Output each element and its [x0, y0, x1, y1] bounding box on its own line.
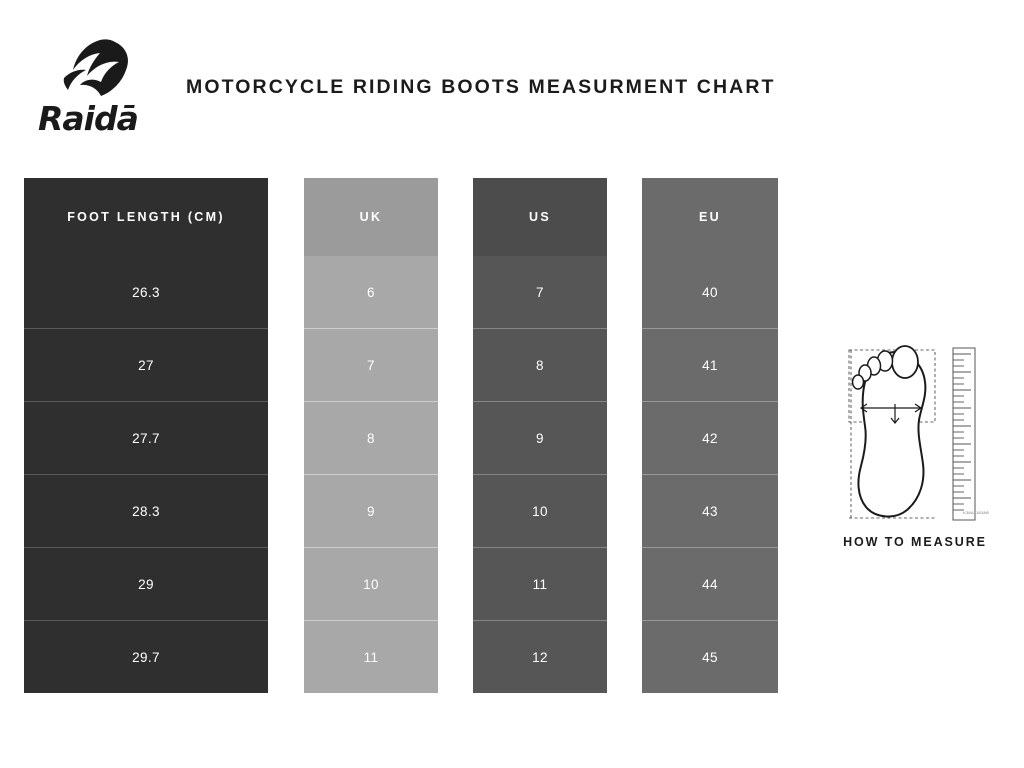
- table-cell: 12: [473, 620, 607, 693]
- table-cell: 45: [642, 620, 778, 693]
- column-us: [473, 178, 607, 693]
- table-cell: 29: [24, 547, 268, 620]
- table-cell: 43: [642, 474, 778, 547]
- table-cell: 29.7: [24, 620, 268, 693]
- column-eu: [642, 178, 778, 693]
- table-cell: 9: [473, 401, 607, 474]
- diagram-code: K36A1183AB: [963, 510, 989, 515]
- brand-name: Raidā: [38, 99, 138, 138]
- table-cell: 11: [473, 547, 607, 620]
- table-cell: 28.3: [24, 474, 268, 547]
- how-to-measure-caption: HOW TO MEASURE: [843, 535, 987, 549]
- table-cell: 44: [642, 547, 778, 620]
- brand-logo: [38, 38, 168, 148]
- column-header-eu: EU: [642, 178, 778, 256]
- table-cell: 42: [642, 401, 778, 474]
- table-cell: 41: [642, 328, 778, 401]
- table-cell: 26.3: [24, 256, 268, 328]
- table-cell: 7: [304, 328, 438, 401]
- table-cell: 40: [642, 256, 778, 328]
- column-body-foot-length: [24, 256, 268, 693]
- column-foot-length: [24, 178, 268, 693]
- column-header-uk: UK: [304, 178, 438, 256]
- table-cell: 10: [473, 474, 607, 547]
- column-uk: [304, 178, 438, 693]
- table-cell: 9: [304, 474, 438, 547]
- table-cell: 8: [304, 401, 438, 474]
- chart-header: [0, 30, 1024, 140]
- raida-swoosh-logo-icon: [56, 38, 140, 100]
- column-body-uk: [304, 256, 438, 693]
- table-cell: 27: [24, 328, 268, 401]
- column-body-us: [473, 256, 607, 693]
- page-title: MOTORCYCLE RIDING BOOTS MEASURMENT CHART: [186, 76, 776, 98]
- table-cell: 11: [304, 620, 438, 693]
- table-cell: 27.7: [24, 401, 268, 474]
- table-cell: 8: [473, 328, 607, 401]
- table-cell: 6: [304, 256, 438, 328]
- table-cell: 10: [304, 547, 438, 620]
- column-header-foot-length: FOOT LENGTH (CM): [24, 178, 268, 256]
- foot-outline-with-ruler-icon: [835, 338, 995, 533]
- table-cell: 7: [473, 256, 607, 328]
- column-body-eu: [642, 256, 778, 693]
- column-header-us: US: [473, 178, 607, 256]
- how-to-measure-panel: [820, 338, 1010, 578]
